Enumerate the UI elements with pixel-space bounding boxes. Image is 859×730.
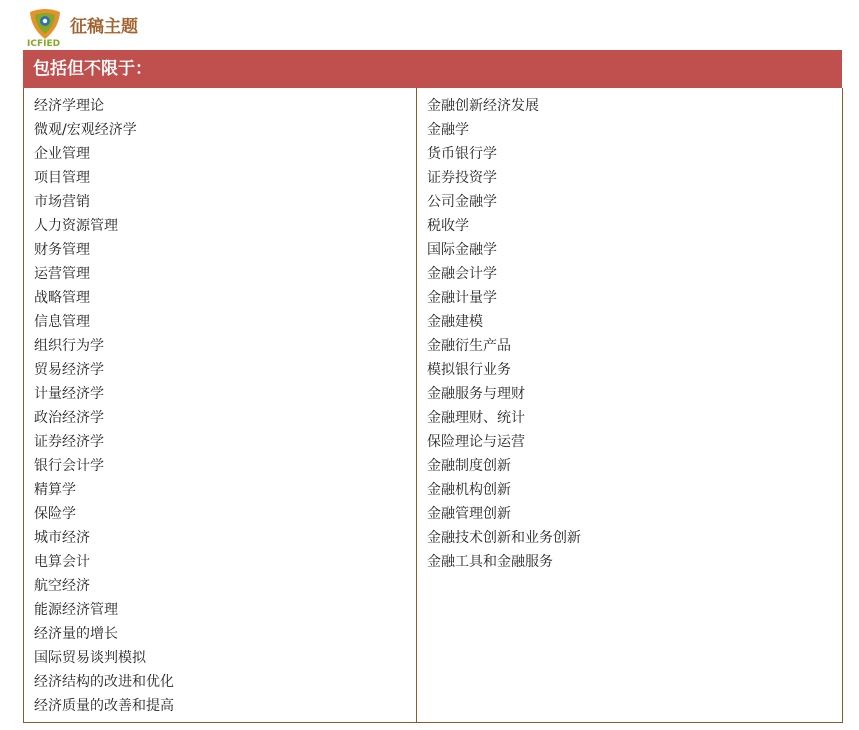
topic-item: 金融工具和金融服务: [427, 554, 553, 570]
topic-item: 贸易经济学: [34, 362, 104, 378]
topic-item: 保险理论与运营: [427, 434, 525, 450]
topic-item: 模拟银行业务: [427, 362, 511, 378]
column-divider: [416, 88, 417, 722]
topic-item: 金融服务与理财: [427, 386, 525, 402]
topic-item: 公司金融学: [427, 194, 497, 210]
topic-item: 项目管理: [34, 170, 90, 186]
topic-item: 金融理财、统计: [427, 410, 525, 426]
page-header: [26, 8, 326, 50]
topic-item: 证券经济学: [34, 434, 104, 450]
topic-item: 金融学: [427, 122, 469, 138]
topic-item: 银行会计学: [34, 458, 104, 474]
topic-item: 经济学理论: [34, 98, 104, 114]
topic-item: 经济量的增长: [34, 626, 118, 642]
topic-item: 金融衍生产品: [427, 338, 511, 354]
topic-item: 金融管理创新: [427, 506, 511, 522]
topic-item: 金融创新经济发展: [427, 98, 539, 114]
topic-item: 国际金融学: [427, 242, 497, 258]
page-title: 征稿主题: [70, 17, 138, 37]
logo-text: ICFIED: [27, 39, 61, 49]
topics-table: [23, 88, 843, 723]
topic-item: 保险学: [34, 506, 76, 522]
topic-item: 企业管理: [34, 146, 90, 162]
icfied-logo: [26, 8, 64, 50]
topic-item: 税收学: [427, 218, 469, 234]
topic-item: 市场营销: [34, 194, 90, 210]
topic-item: 运营管理: [34, 266, 90, 282]
topic-item: 航空经济: [34, 578, 90, 594]
topic-item: 金融计量学: [427, 290, 497, 306]
topic-item: 精算学: [34, 482, 76, 498]
topic-item: 信息管理: [34, 314, 90, 330]
topic-item: 财务管理: [34, 242, 90, 258]
topic-item: 能源经济管理: [34, 602, 118, 618]
topics-column-left: [34, 94, 174, 718]
topic-item: 经济结构的改进和优化: [34, 674, 174, 690]
topic-item: 货币银行学: [427, 146, 497, 162]
topic-item: 金融机构创新: [427, 482, 511, 498]
topic-item: 微观/宏观经济学: [34, 122, 137, 138]
topics-banner: [23, 50, 842, 88]
topic-item: 金融会计学: [427, 266, 497, 282]
topic-item: 政治经济学: [34, 410, 104, 426]
topic-item: 经济质量的改善和提高: [34, 698, 174, 714]
shield-logo-icon: [26, 8, 64, 42]
topic-item: 金融技术创新和业务创新: [427, 530, 581, 546]
topic-item: 组织行为学: [34, 338, 104, 354]
topic-item: 计量经济学: [34, 386, 104, 402]
topic-item: 城市经济: [34, 530, 90, 546]
topic-item: 战略管理: [34, 290, 90, 306]
topics-column-right: [427, 94, 581, 574]
topic-item: 电算会计: [34, 554, 90, 570]
topic-item: 人力资源管理: [34, 218, 118, 234]
topic-item: 金融制度创新: [427, 458, 511, 474]
topic-item: 证券投资学: [427, 170, 497, 186]
topic-item: 金融建模: [427, 314, 483, 330]
banner-heading: 包括但不限于：: [33, 59, 152, 79]
topic-item: 国际贸易谈判模拟: [34, 650, 146, 666]
